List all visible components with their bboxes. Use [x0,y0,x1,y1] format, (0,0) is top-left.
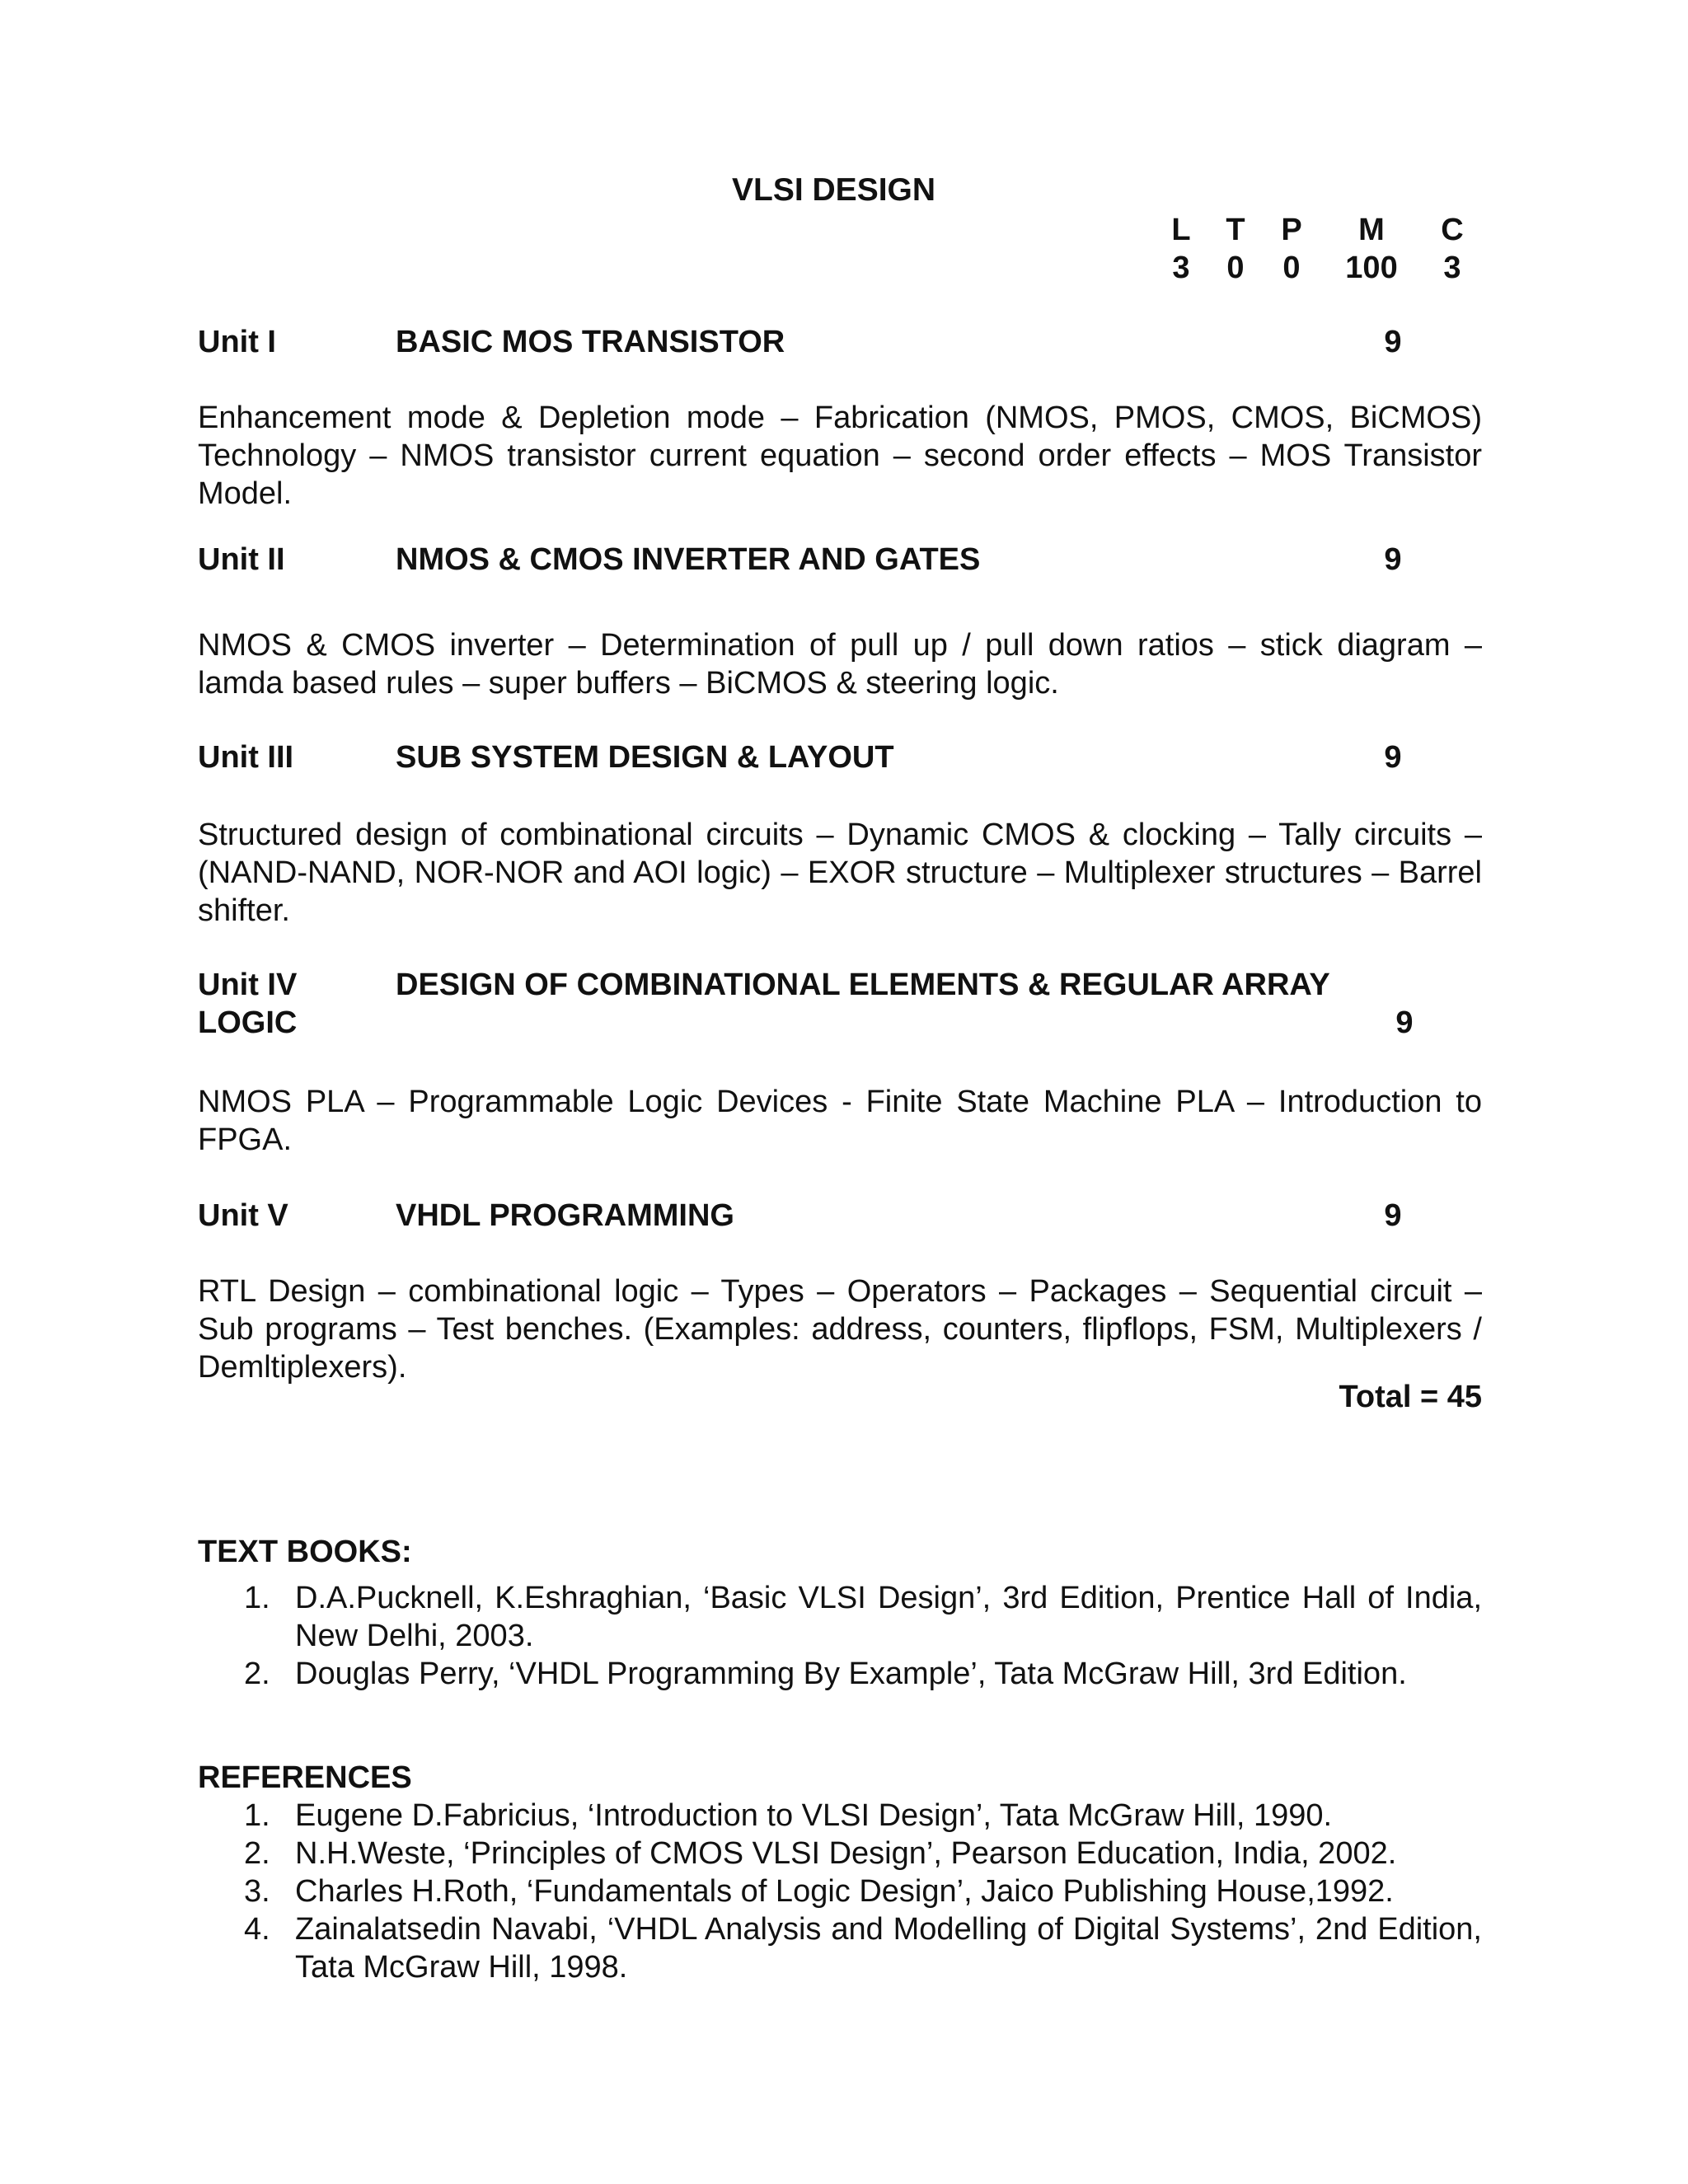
text-books-heading: TEXT BOOKS: [198,1535,412,1569]
unit-5-hours: 9 [1384,1198,1402,1233]
credits-header-t: T [1226,213,1245,247]
unit-2-hours: 9 [1384,542,1402,577]
credits-header-row [1162,211,1508,249]
references-heading: REFERENCES [198,1760,412,1795]
unit-2-heading [198,541,1409,579]
unit-3-heading [198,738,1409,776]
list-item-number: 3. [244,1874,270,1909]
references-list [198,1797,1482,1986]
list-item-text: D.A.Pucknell, K.Eshraghian, ‘Basic VLSI Design’, 3rd Edition, Prentice Hall of India, New Delhi, 2003. [295,1581,1482,1653]
total-hours: Total = 45 [1339,1380,1482,1414]
unit-2-content: NMOS & CMOS inverter – Determination of pull up / pull down ratios – stick diagram – lamda based rules – super buffers – BiCMOS & steering logic. [198,628,1482,701]
unit-2-label: Unit II [198,542,285,577]
list-item [198,1835,1482,1872]
credits-header-c: C [1441,213,1464,247]
unit-4-title: DESIGN OF COMBINATIONAL ELEMENTS & REGULAR ARRAY [396,968,1330,1002]
list-item-number: 2. [244,1836,270,1871]
credits-header-m: M [1358,213,1385,247]
unit-1-heading [198,323,1409,361]
list-item-text: N.H.Weste, ‘Principles of CMOS VLSI Design’, Pearson Education, India, 2002. [295,1836,1397,1871]
list-item-text: Zainalatsedin Navabi, ‘VHDL Analysis and Modelling of Digital Systems’, 2nd Edition, Tata McGraw Hill, 1998. [295,1912,1482,1985]
list-item [198,1579,1482,1655]
unit-5-label: Unit V [198,1198,288,1233]
list-item [198,1872,1482,1910]
credits-header-l: L [1171,213,1191,247]
credits-header-p: P [1281,213,1302,247]
unit-5-title: VHDL PROGRAMMING [396,1198,734,1233]
list-item [198,1655,1482,1693]
credits-value-m: 100 [1345,251,1398,285]
unit-1-label: Unit I [198,325,276,359]
unit-4-title-line2: LOGIC [198,1005,298,1040]
unit-4-label: Unit IV [198,968,298,1002]
unit-3-content: Structured design of combinational circuits – Dynamic CMOS & clocking – Tally circuits – (NAND-NAND, NOR-NOR and AOI logic) – EXOR structure – Multiplexer structures – Barrel shifter. [198,818,1482,928]
unit-5-heading [198,1197,1409,1235]
list-item-number: 1. [244,1581,270,1615]
unit-3-label: Unit III [198,740,294,775]
list-item [198,1797,1482,1835]
unit-2-title: NMOS & CMOS INVERTER AND GATES [396,542,981,577]
list-item-number: 1. [244,1798,270,1833]
list-item-text: Eugene D.Fabricius, ‘Introduction to VLSI Design’, Tata McGraw Hill, 1990. [295,1798,1333,1833]
unit-1-hours: 9 [1384,325,1402,359]
list-item-number: 4. [244,1912,270,1947]
unit-5-content: RTL Design – combinational logic – Types – Operators – Packages – Sequential circuit – Sub programs – Test benches. (Examples: address, counters, flipflops, FSM, Multiplexers / Demltiplexers). [198,1274,1482,1385]
list-item [198,1910,1482,1986]
unit-1-content: Enhancement mode & Depletion mode – Fabrication (NMOS, PMOS, CMOS, BiCMOS) Technology – NMOS transistor current equation – second order effects – MOS Transistor Model. [198,401,1482,511]
unit-3-hours: 9 [1384,740,1402,775]
unit-4-hours: 9 [1395,1005,1414,1040]
list-item-text: Douglas Perry, ‘VHDL Programming By Example’, Tata McGraw Hill, 3rd Edition. [295,1657,1407,1691]
credits-value-c: 3 [1443,251,1461,285]
unit-4-content: NMOS PLA – Programmable Logic Devices - Finite State Machine PLA – Introduction to FPGA. [198,1085,1482,1157]
list-item-number: 2. [244,1657,270,1691]
text-books-list [198,1579,1482,1693]
credits-value-t: 0 [1226,251,1245,285]
credits-value-p: 0 [1282,251,1301,285]
unit-3-title: SUB SYSTEM DESIGN & LAYOUT [396,740,894,775]
page-title: VLSI DESIGN [732,172,936,208]
list-item-text: Charles H.Roth, ‘Fundamentals of Logic Design’, Jaico Publishing House,1992. [295,1874,1394,1909]
credits-value-l: 3 [1172,251,1190,285]
credits-grid [1162,211,1508,287]
unit-1-title: BASIC MOS TRANSISTOR [396,325,785,359]
credits-value-row [1162,249,1508,287]
unit-4-heading [198,966,1414,1042]
